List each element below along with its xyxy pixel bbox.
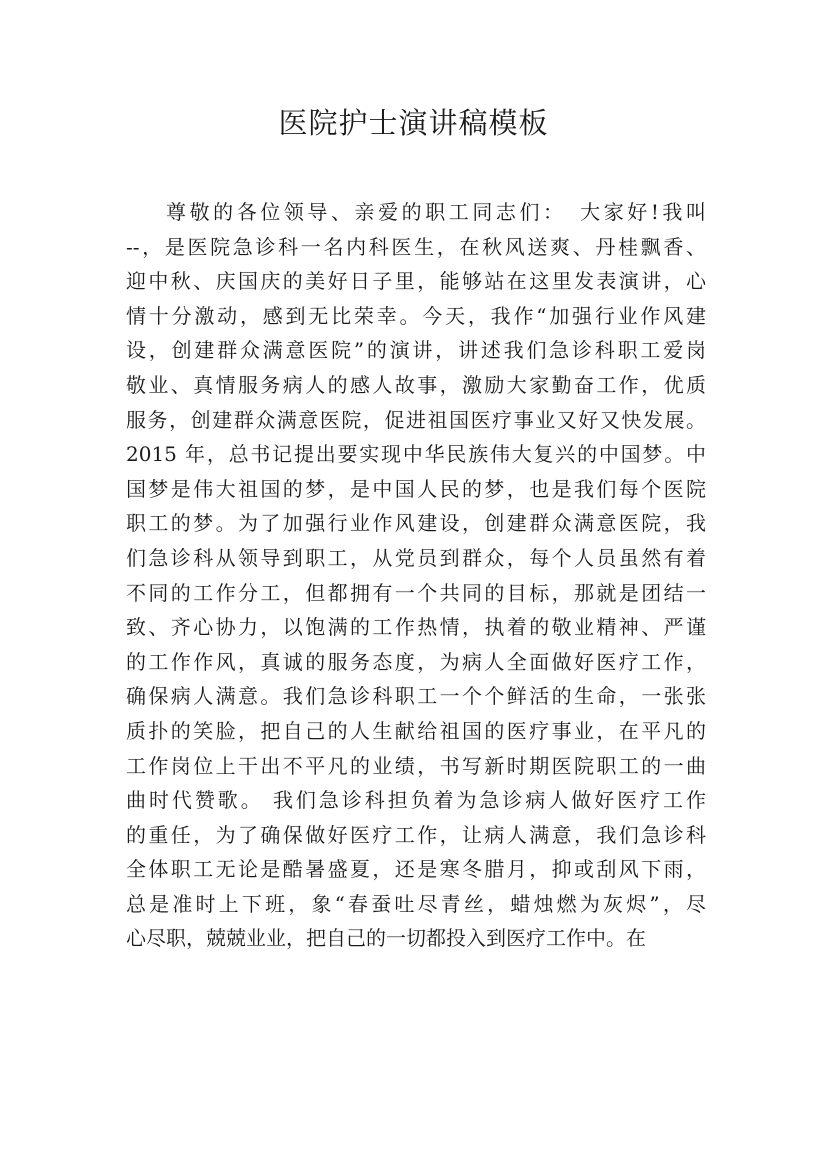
body-line: 服务，创建群众满意医院，促进祖国医疗事业又好又快发展。: [126, 407, 706, 432]
body-line: 质扑的笑脸，把自己的人生献给祖国的医疗事业，在平凡的: [126, 718, 706, 743]
body-line: 的重任，为了确保做好医疗工作，让病人满意，我们急诊科: [126, 822, 706, 847]
body-line: 全体职工无论是酷暑盛夏，还是寒冬腊月，抑或刮风下雨，: [126, 857, 706, 882]
body-line: 不同的工作分工，但都拥有一个共同的目标，那就是团结一: [126, 580, 706, 605]
body-line: 曲时代赞歌。 我们急诊科担负着为急诊病人做好医疗工作: [126, 788, 706, 813]
body-line: 总是准时上下班，象“春蚕吐尽青丝，蜡烛燃为灰烬”，尽: [126, 891, 706, 916]
body-line: 心尽职，兢兢业业，把自己的一切都投入到医疗工作中。在: [126, 926, 646, 951]
body-line: 敬业、真情服务病人的感人故事，激励大家勤奋工作，优质: [126, 372, 706, 397]
body-line: 迎中秋、庆国庆的美好日子里，能够站在这里发表演讲，心: [126, 269, 706, 294]
body-line: 致、齐心协力，以饱满的工作热情，执着的敬业精神、严谨: [126, 615, 706, 640]
body-line: 设，创建群众满意医院”的演讲，讲述我们急诊科职工爱岗: [126, 338, 706, 363]
body-line: 的工作作风，真诚的服务态度，为病人全面做好医疗工作，: [126, 649, 706, 674]
body-line: --，是医院急诊科一名内科医生，在秋风送爽、丹桂飘香、: [126, 234, 706, 259]
body-line: 情十分激动，感到无比荣幸。今天，我作“加强行业作风建: [126, 303, 706, 328]
body-line: 尊敬的各位领导、亲爱的职工同志们： 大家好!我叫: [166, 200, 706, 224]
body-line: 们急诊科从领导到职工，从党员到群众，每个人员虽然有着: [126, 545, 706, 570]
body-line: 国梦是伟大祖国的梦，是中国人民的梦，也是我们每个医院: [126, 476, 706, 501]
body-line: 工作岗位上干出不平凡的业绩，书写新时期医院职工的一曲: [126, 753, 706, 778]
body-line: 确保病人满意。我们急诊科职工一个个鲜活的生命，一张张: [126, 684, 706, 709]
body-line: 2015 年，总书记提出要实现中华民族伟大复兴的中国梦。中: [126, 442, 706, 467]
document-body: [126, 195, 706, 956]
body-line: 职工的梦。为了加强行业作风建设，创建群众满意医院，我: [126, 511, 706, 536]
document-title: 医院护士演讲稿模板: [278, 106, 549, 140]
